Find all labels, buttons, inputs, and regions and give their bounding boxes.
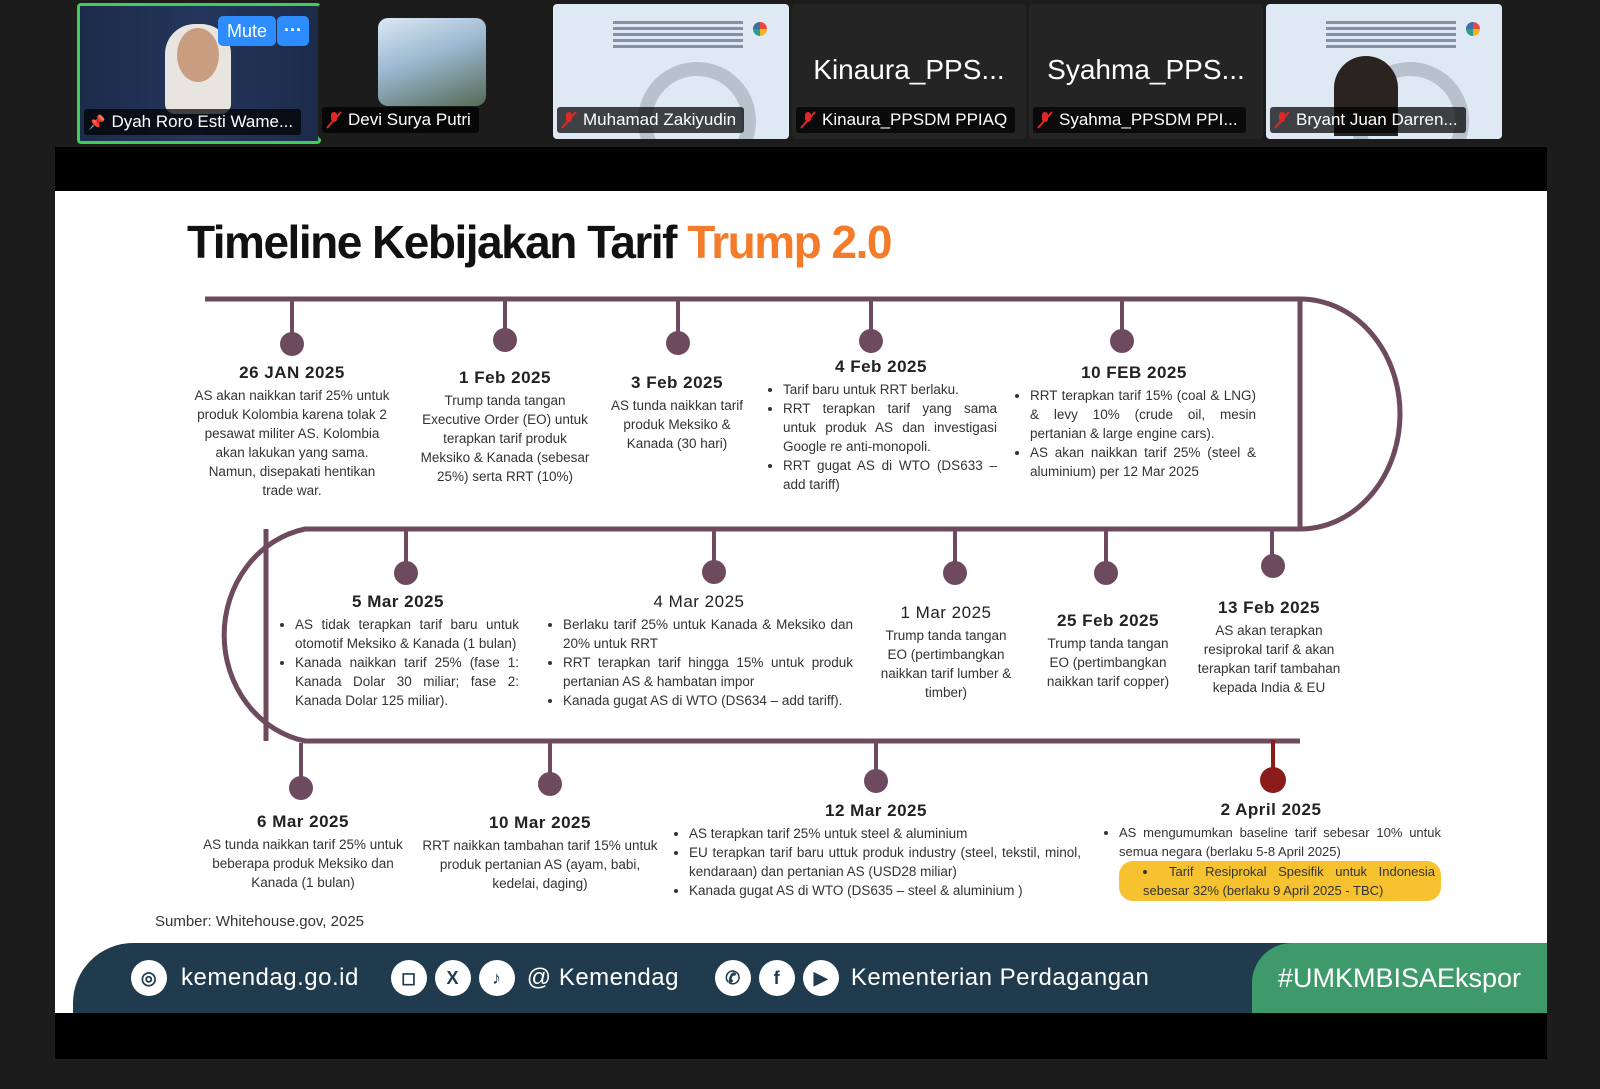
screen-share-letterbox-top — [55, 147, 1547, 191]
mic-off-icon — [326, 111, 342, 129]
timeline-dot — [859, 329, 883, 353]
timeline-dot — [280, 332, 304, 356]
event-10-mar: 10 Mar 2025 RRT naikkan tambahan tarif 15% untuk produk pertanian AS (ayam, babi, kedelai, daging) — [422, 813, 658, 891]
timeline-dot — [538, 772, 562, 796]
participant-name: 📌 Dyah Roro Esti Wame... — [84, 109, 301, 135]
event-13-feb: 13 Feb 2025 AS akan terapkan resiprokal tarif & akan terapkan tarif tambahan kepada India & EU — [1197, 598, 1341, 695]
participant-display-name: Syahma_PPS... — [1047, 54, 1245, 85]
participant-name: Syahma_PPSDM PPI... — [1033, 107, 1246, 133]
timeline-dot — [1094, 561, 1118, 585]
mic-off-icon — [561, 111, 577, 129]
participant-tile[interactable] — [792, 4, 1026, 139]
timeline-dot-final — [1260, 767, 1286, 793]
instagram-icon: ◻ — [391, 960, 427, 996]
participant-name: Kinaura_PPSDM PPIAQ — [796, 107, 1015, 133]
participant-name: Muhamad Zakiyudin — [557, 107, 744, 133]
participant-tile[interactable] — [318, 4, 550, 139]
event-4-feb: 4 Feb 2025 • Tarif baru untuk RRT berlaku. • RRT terapkan tarif yang sama untuk produk AS dan investigasi Google re anti-monopoli. • RRT gugat AS di WTO (DS633 – add tariff) — [765, 357, 997, 494]
timeline-dot — [394, 561, 418, 585]
timeline-dot — [1261, 554, 1285, 578]
event-6-mar: 6 Mar 2025 AS tunda naikkan tarif 25% untuk beberapa produk Meksiko dan Kanada (1 bulan) — [203, 812, 403, 890]
event-3-feb: 3 Feb 2025 AS tunda naikkan tarif produk Meksiko & Kanada (30 hari) — [610, 373, 744, 451]
timeline-dot — [864, 769, 888, 793]
slide-source: Sumber: Whitehouse.gov, 2025 — [155, 913, 365, 930]
event-1-feb: 1 Feb 2025 Trump tanda tangan Executive Order (EO) untuk terapkan tarif produk Meksiko & Kanada (sebesar 25%) serta RRT (10%) — [420, 368, 590, 484]
pin-icon: 📌 — [88, 114, 106, 130]
participant-avatar — [378, 18, 486, 106]
event-25-feb: 25 Feb 2025 Trump tanda tangan EO (pertimbangkan naikkan tarif copper) — [1046, 611, 1170, 689]
event-1-mar: 1 Mar 2025 Trump tanda tangan EO (pertimbangkan naikkan tarif lumber & timber) — [880, 603, 1012, 700]
facebook-icon: f — [759, 960, 795, 996]
screen-share-letterbox-bottom — [55, 1013, 1547, 1059]
slide-title: Timeline Kebijakan Tarif Trump 2.0 — [187, 216, 891, 268]
participant-name: Bryant Juan Darren... — [1270, 107, 1466, 133]
timeline-dot — [666, 331, 690, 355]
shared-slide — [55, 191, 1547, 1013]
footer-social: ◻ X ♪ @ Kemendag — [391, 960, 679, 996]
footer-org: ✆ f ▶ Kementerian Perdagangan — [715, 960, 1149, 996]
whatsapp-icon: ✆ — [715, 960, 751, 996]
footer-website: ◎ kemendag.go.id — [131, 960, 359, 996]
event-2-april: 2 April 2025 • AS mengumumkan baseline tarif sebesar 10% untuk semua negara (berlaku 5-8 April 2025) • Tarif Resiprokal Spesifik untuk Indonesia sebesar 32% (berlaku 9 April 2025 - TBC) — [1101, 800, 1441, 901]
timeline-dot — [1110, 329, 1134, 353]
mic-off-icon — [1274, 111, 1290, 129]
participant-tile[interactable] — [1266, 4, 1502, 139]
participant-tile-active[interactable] — [77, 3, 321, 144]
timeline-dot — [493, 328, 517, 352]
timeline-dot — [289, 776, 313, 800]
event-12-mar: 12 Mar 2025 • AS terapkan tarif 25% untuk steel & aluminium • EU terapkan tarif baru uttuk produk industry (steel, tekstil, minol, kendaraan) dan pertanian AS (USD28 miliar) • Kanada gugat AS di WTO (DS635 – steel & aluminium ) — [671, 801, 1081, 900]
participant-tile[interactable] — [553, 4, 789, 139]
mic-off-icon — [1037, 111, 1053, 129]
event-5-mar: 5 Mar 2025 • AS tidak terapkan tarif baru untuk otomotif Meksiko & Kanada (1 bulan) • Kanada naikkan tarif 25% (fase 1: Kanada Dolar 30 miliar; fase 2: Kanada Dolar 125 miliar). — [277, 592, 519, 710]
globe-icon: ◎ — [131, 960, 167, 996]
mute-button[interactable]: Mute — [218, 16, 276, 46]
more-options-button[interactable]: ··· — [277, 16, 309, 46]
participant-name: Devi Surya Putri — [322, 107, 479, 133]
timeline-dot — [943, 561, 967, 585]
event-4-mar: 4 Mar 2025 • Berlaku tarif 25% untuk Kanada & Meksiko dan 20% untuk RRT • RRT terapkan tarif hingga 15% untuk produk pertanian AS & hambatan impor • Kanada gugat AS di WTO (DS634 – add tariff). — [545, 592, 853, 710]
tiktok-icon: ♪ — [479, 960, 515, 996]
slide-footer — [73, 943, 1547, 1013]
participant-tile[interactable] — [1029, 4, 1263, 139]
hashtag-banner: #UMKMBISAEkspor — [1252, 943, 1547, 1013]
timeline-dot — [702, 560, 726, 584]
youtube-icon: ▶ — [803, 960, 839, 996]
participant-display-name: Kinaura_PPS... — [813, 54, 1005, 85]
event-26-jan: 26 JAN 2025 AS akan naikkan tarif 25% untuk produk Kolombia karena tolak 2 pesawat militer AS. Kolombia akan lakukan yang sama. Namun, disepakati hentikan trade war. — [194, 363, 390, 498]
indonesia-tariff-highlight: • Tarif Resiprokal Spesifik untuk Indonesia sebesar 32% (berlaku 9 April 2025 - TBC) — [1119, 861, 1441, 901]
mic-off-icon — [800, 111, 816, 129]
event-10-feb: 10 FEB 2025 • RRT terapkan tarif 15% (coal & LNG) & levy 10% (crude oil, mesin pertanian & large engine cars). • AS akan naikkan tarif 25% (steel & aluminium) per 12 Mar 2025 — [1012, 363, 1256, 481]
x-icon: X — [435, 960, 471, 996]
